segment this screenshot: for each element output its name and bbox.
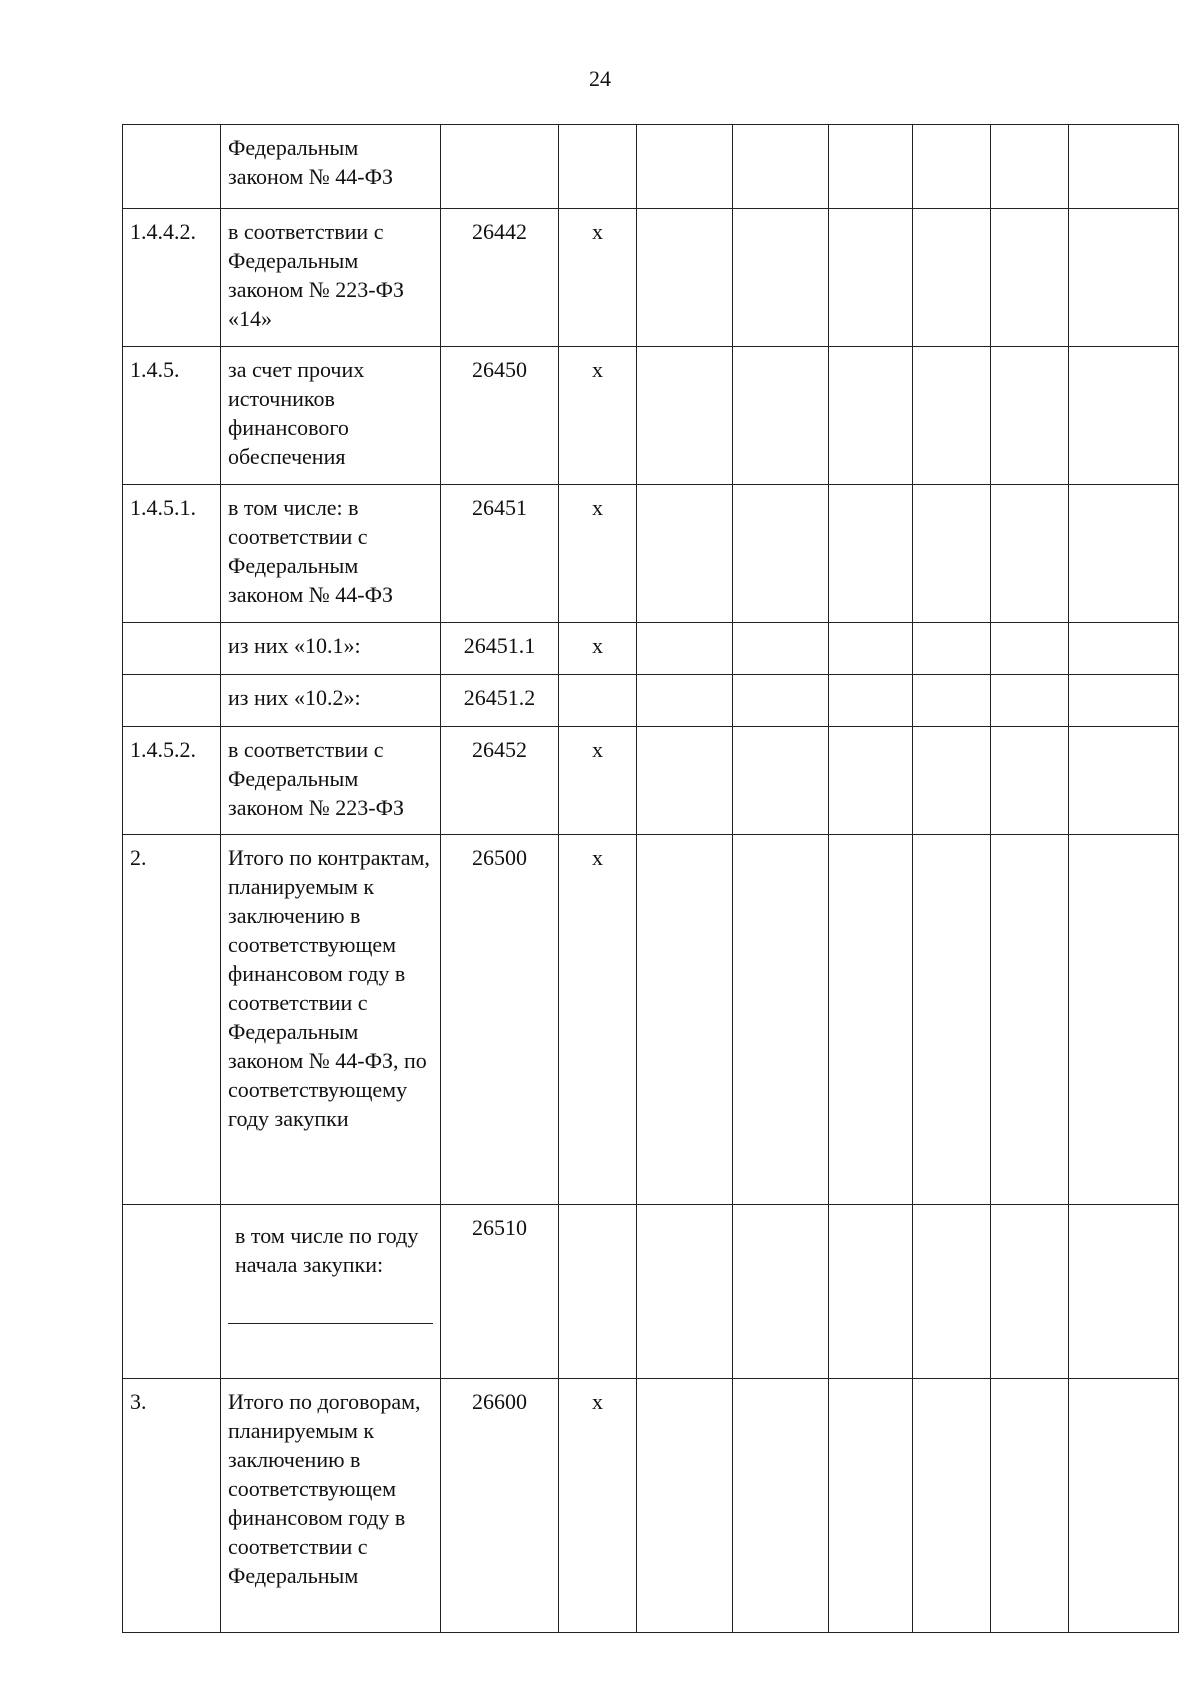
row-number-cell [123,125,221,209]
row-number-cell [123,623,221,675]
table-row [123,1205,1179,1379]
value-cell [637,623,733,675]
page-number: 24 [589,66,611,91]
value-cell [991,1379,1069,1633]
value-cell [637,675,733,727]
row-number-cell: 1.4.5. [123,347,221,485]
table-row [123,727,1179,835]
value-cell [913,125,991,209]
value-cell [733,1379,829,1633]
row-code-cell: 26442 [441,209,559,347]
value-cell [913,485,991,623]
value-cell [829,485,913,623]
row-name-cell: из них «10.1»: [221,623,441,675]
row-name-cell: Итого по договорам, планируемым к заключению в соответствующем финансовом году в соответствии с Федеральным [221,1379,441,1633]
table-row [123,1379,1179,1633]
value-cell [637,209,733,347]
value-cell [913,675,991,727]
value-cell [637,835,733,1205]
row-number-cell: 2. [123,835,221,1205]
value-cell [637,125,733,209]
value-cell [991,675,1069,727]
empty-subcell [228,1324,433,1372]
value-cell [1069,835,1179,1205]
row-name-cell: из них «10.2»: [221,675,441,727]
row-mark-cell: х [559,727,637,835]
row-mark-cell [559,1205,637,1379]
report-table [122,124,1179,1633]
row-mark-cell: х [559,209,637,347]
table-row [123,347,1179,485]
row-code-cell: 26451 [441,485,559,623]
value-cell [991,485,1069,623]
value-cell [1069,727,1179,835]
row-name-cell: за счет прочих источников финансового обеспечения [221,347,441,485]
value-cell [913,347,991,485]
value-cell [991,1205,1069,1379]
value-cell [829,675,913,727]
value-cell [829,1379,913,1633]
row-mark-cell: х [559,347,637,485]
value-cell [733,347,829,485]
row-number-cell: 1.4.5.1. [123,485,221,623]
value-cell [913,1205,991,1379]
row-code-cell: 26451.1 [441,623,559,675]
row-name-text: в том числе по году начала закупки: [228,1213,433,1324]
value-cell [733,485,829,623]
value-cell [1069,1379,1179,1633]
row-code-cell: 26510 [441,1205,559,1379]
value-cell [733,675,829,727]
row-mark-cell [559,125,637,209]
value-cell [991,125,1069,209]
value-cell [991,623,1069,675]
row-code-cell [441,125,559,209]
value-cell [733,623,829,675]
value-cell [637,727,733,835]
value-cell [913,623,991,675]
value-cell [991,727,1069,835]
row-number-cell: 1.4.5.2. [123,727,221,835]
row-name-cell: Федеральным законом № 44-ФЗ [221,125,441,209]
row-mark-cell: х [559,623,637,675]
value-cell [1069,675,1179,727]
row-code-cell: 26452 [441,727,559,835]
table-row [123,485,1179,623]
value-cell [829,727,913,835]
value-cell [1069,125,1179,209]
table-row [123,675,1179,727]
table-row [123,623,1179,675]
value-cell [1069,485,1179,623]
row-mark-cell: х [559,1379,637,1633]
row-mark-cell: х [559,485,637,623]
row-mark-cell: х [559,835,637,1205]
value-cell [637,347,733,485]
value-cell [733,727,829,835]
value-cell [733,1205,829,1379]
table-row [123,125,1179,209]
value-cell [829,835,913,1205]
value-cell [991,209,1069,347]
value-cell [1069,1205,1179,1379]
value-cell [637,1379,733,1633]
row-name-cell: Итого по контрактам, планируемым к заключению в соответствующем финансовом году в соответствии с Федеральным законом № 44-ФЗ, по соответствующему году закупки [221,835,441,1205]
value-cell [637,485,733,623]
row-number-cell [123,1205,221,1379]
value-cell [1069,347,1179,485]
value-cell [913,1379,991,1633]
table-row [123,835,1179,1205]
row-name-cell: в том числе: в соответствии с Федеральным законом № 44-ФЗ [221,485,441,623]
value-cell [829,209,913,347]
value-cell [829,347,913,485]
value-cell [913,209,991,347]
row-code-cell: 26500 [441,835,559,1205]
value-cell [913,727,991,835]
row-name-cell [221,1205,441,1379]
value-cell [913,835,991,1205]
table-row [123,209,1179,347]
row-code-cell: 26451.2 [441,675,559,727]
row-number-cell: 3. [123,1379,221,1633]
value-cell [991,347,1069,485]
row-number-cell [123,675,221,727]
value-cell [733,209,829,347]
value-cell [829,125,913,209]
value-cell [1069,209,1179,347]
value-cell [1069,623,1179,675]
row-name-cell: в соответствии с Федеральным законом № 223-ФЗ [221,727,441,835]
row-mark-cell [559,675,637,727]
row-number-cell: 1.4.4.2. [123,209,221,347]
row-name-cell: в соответствии с Федеральным законом № 223-ФЗ «14» [221,209,441,347]
value-cell [829,1205,913,1379]
value-cell [733,835,829,1205]
row-code-cell: 26450 [441,347,559,485]
value-cell [829,623,913,675]
row-code-cell: 26600 [441,1379,559,1633]
value-cell [991,835,1069,1205]
value-cell [637,1205,733,1379]
value-cell [733,125,829,209]
